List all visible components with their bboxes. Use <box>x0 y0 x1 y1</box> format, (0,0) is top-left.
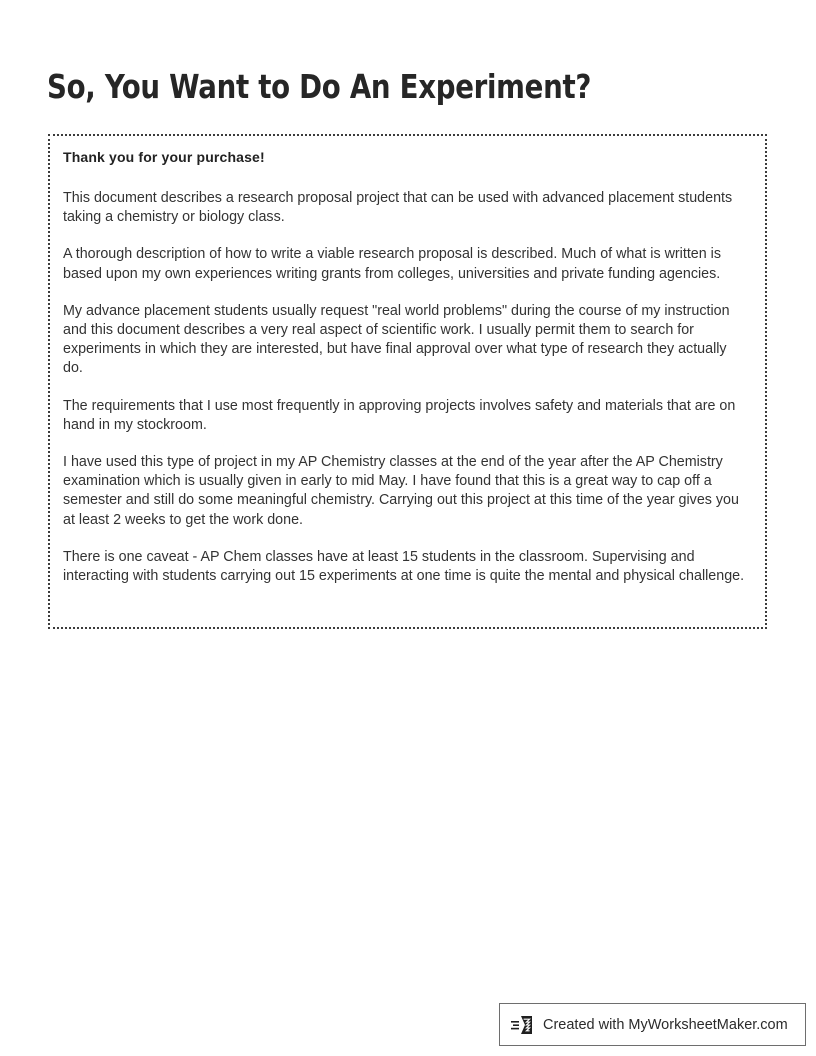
footer-attribution-text: Created with MyWorksheetMaker.com <box>543 1016 788 1033</box>
body-paragraph: The requirements that I use most frequently in approving projects involves safety and materials that are on hand in my stockroom. <box>63 397 736 433</box>
body-paragraph: There is one caveat - AP Chem classes have at least 15 students in the classroom. Supervising and interacting with students carrying out 15 experiments at one time is quite the mental and physical challenge. <box>63 548 745 585</box>
myworksheetmaker-logo-icon <box>511 1012 537 1038</box>
body-paragraph: My advance placement students usually request "real world problems" during the course of my instruction and this document describes a very real aspect of scientific work. I usually permit them to search for experiments in which they are interested, but have final approval over what type of research they actually do. <box>63 302 730 377</box>
body-paragraph: I have used this type of project in my AP Chemistry classes at the end of the year after the AP Chemistry examination which is usually given in early to mid May. I have found that this is a great way to cap off a semester and still do some meaningful chemistry. Carrying out this project at this time of the year gives you at least 2 weeks to get the work done. <box>63 454 739 528</box>
page-title: So, You Want to Do An Experiment? <box>47 67 592 107</box>
intro-heading: Thank you for your purchase! <box>63 149 265 165</box>
footer-attribution-badge[interactable] <box>499 1003 806 1046</box>
body-paragraph: This document describes a research proposal project that can be used with advanced placement students taking a chemistry or biology class. <box>63 190 733 226</box>
intro-content-box <box>48 134 767 629</box>
body-paragraph: A thorough description of how to write a viable research proposal is described. Much of what is written is based upon my own experiences writing grants from colleges, universities and private funding agencies. <box>63 246 721 282</box>
